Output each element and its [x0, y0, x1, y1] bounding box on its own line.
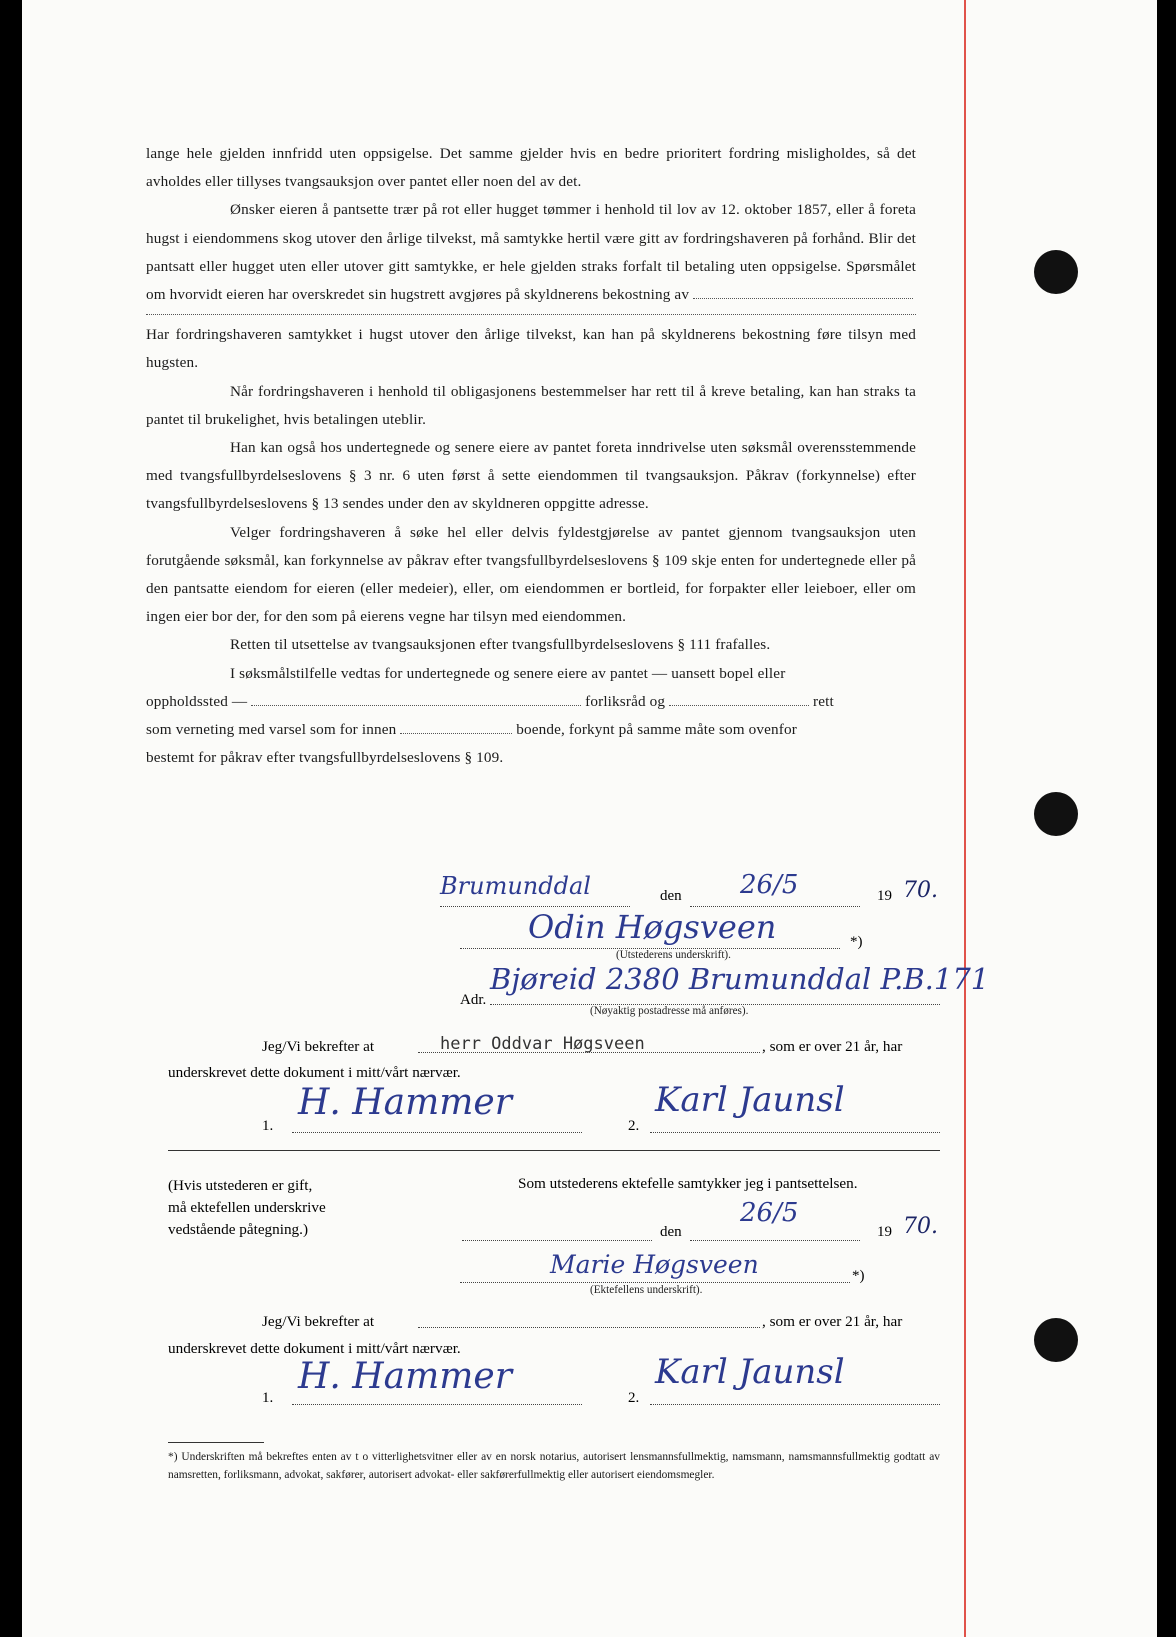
- witness-prefix: Jeg/Vi bekrefter at: [262, 1313, 375, 1330]
- footnote-marker: *): [852, 1268, 865, 1284]
- witness-number: 2.: [628, 1118, 640, 1134]
- paragraph: Retten til utsettelse av tvangsauksjonen efter tvangsfullbyrdelseslovens § 111 frafalles.: [230, 636, 771, 654]
- terms-text: [146, 140, 916, 772]
- paragraph: Når fordringshaveren i henhold til obligasjonens bestemmelser har rett til å kreve betaling, kan han straks ta pantet til brukelighet, hvis betalingen uteblir.: [146, 382, 916, 428]
- punch-hole: [1034, 1318, 1078, 1362]
- signature-caption: (Utstederens underskrift).: [616, 949, 731, 961]
- paragraph-text: Ønsker eieren å pantsette trær på rot eller hugget tømmer i henhold til lov av 12. oktober 1857, eller å foreta hugst i eiendommens skog utover den årlige tilvekst, må samtykke hertil være gitt av fordringshaveren på forhånd. Blir det pantsatt eller hugget uten eller utover gitt samtykke, er hele gjelden straks forfalt til betaling uten oppsigelse. Spørsmålet om hvorvidt eieren har overskredet sin hugstrett avgjøres på skyldnerens bekostning av: [146, 201, 916, 304]
- witness-prefix: Jeg/Vi bekrefter at: [262, 1038, 375, 1055]
- signature-line: [292, 1132, 582, 1133]
- paragraph: [146, 196, 916, 309]
- section-divider: [168, 1150, 940, 1151]
- year-handwritten: 70.: [903, 878, 938, 903]
- witness-signature: Karl Jaunsl: [655, 1352, 845, 1392]
- place-handwritten: Brumunddal: [440, 872, 591, 900]
- spouse-note-line: vedstående påtegning.): [168, 1221, 309, 1238]
- witness-line: underskrevet dette dokument i mitt/vårt nærvær.: [168, 1064, 461, 1081]
- date-label: den: [660, 1224, 682, 1240]
- fill-line: [693, 297, 913, 299]
- address-handwritten: Bjøreid 2380 Brumunddal P.B.171: [490, 962, 990, 996]
- witnessed-name: herr Oddvar Høgsveen: [440, 1034, 645, 1054]
- year-prefix: 19: [877, 888, 892, 904]
- punch-hole: [1034, 250, 1078, 294]
- date-handwritten: 26/5: [740, 870, 799, 900]
- signature-caption: (Ektefellens underskrift).: [590, 1284, 703, 1296]
- fill-line: [251, 704, 581, 706]
- margin-rule: [964, 0, 966, 1637]
- witness-number: 1.: [262, 1390, 274, 1406]
- witness-suffix: , som er over 21 år, har: [762, 1038, 903, 1055]
- spouse-note-line: (Hvis utstederen er gift,: [168, 1177, 313, 1194]
- paragraph: Har fordringshaveren samtykket i hugst utover den årlige tilvekst, kan han på skyldnerens bekostning føre tilsyn med hugsten.: [146, 326, 916, 372]
- venue-prefix: som verneting med varsel som for innen: [146, 721, 397, 739]
- footnote-divider: [168, 1442, 264, 1443]
- witness-signature: H. Hammer: [298, 1082, 512, 1123]
- year-handwritten: 70.: [903, 1214, 938, 1239]
- paragraph: Velger fordringshaveren å søke hel eller delvis fyldestgjørelse av pantet gjennom tvangsauksjon uten forutgående søksmål, kan forkynnelse av påkrav efter tvangsfullbyrdelseslovens § 109 skje enten for undertegnede eller på den pantsatte eiendom for eieren (eller medeier), eller, om eiendommen er bortleid, for forpakter eller leieboer, eller om ingen eier bor der, for den som på eierens vegne har tilsyn med eiendommen.: [146, 523, 916, 626]
- paragraph: I søksmålstilfelle vedtas for undertegnede og senere eiere av pantet — uansett bopel eller: [230, 664, 786, 682]
- date-label: den: [660, 888, 682, 904]
- witness-number: 1.: [262, 1118, 274, 1134]
- fill-line: [690, 906, 860, 907]
- venue-line: [146, 688, 916, 716]
- signature-line: [460, 1282, 850, 1283]
- date-handwritten: 26/5: [740, 1198, 799, 1228]
- signature-line: [292, 1404, 582, 1405]
- spouse-note-line: må ektefellen underskrive: [168, 1199, 326, 1216]
- signature-line: [650, 1132, 940, 1133]
- spouse-consent: Som utstederens ektefelle samtykker jeg i pantsettelsen.: [518, 1175, 858, 1192]
- fill-line: [418, 1327, 760, 1328]
- fill-line: [669, 704, 809, 706]
- paragraph: lange hele gjelden innfridd uten oppsigelse. Det samme gjelder hvis en bedre prioritert fordring misligholdes, så det avholdes eller tillyses tvangsauksjon over pantet eller noen del av det.: [146, 145, 916, 191]
- fill-line: [690, 1240, 860, 1241]
- signature-line: [650, 1404, 940, 1405]
- fill-line: [400, 732, 512, 734]
- address-caption: (Nøyaktig postadresse må anføres).: [590, 1005, 749, 1017]
- venue-prefix: oppholdssted —: [146, 692, 248, 710]
- footnote: *) Underskriften må bekreftes enten av t o vitterlighetsvitner eller av en norsk notarius, autorisert lensmannsfullmektig, namsmann, namsmannsfullmektig godtatt av namsretten, forliksmann, advokat, sakfører, autorisert advokat- eller sakførerfullmektig eller autorisert eiendomsmegler.: [168, 1451, 940, 1481]
- paragraph: Han kan også hos undertegnede og senere eiere av pantet foreta inndrivelse uten søksmål overensstemmende med tvangsfullbyrdelseslovens § 3 nr. 6 uten først å sette eiendommen til tvangsauksjon. Påkrav (forkynnelse) efter tvangsfullbyrdelseslovens § 13 sendes under den av skyldneren oppgitte adresse.: [146, 439, 916, 513]
- venue-suffix: boende, forkynt på samme måte som ovenfor: [516, 721, 797, 739]
- footnote-marker: *): [850, 934, 863, 950]
- witness-signature: Karl Jaunsl: [655, 1080, 845, 1120]
- venue-line: [146, 716, 916, 744]
- spouse-note: [168, 1175, 326, 1241]
- witness-line: underskrevet dette dokument i mitt/vårt nærvær.: [168, 1340, 461, 1357]
- witness-suffix: , som er over 21 år, har: [762, 1313, 903, 1330]
- punch-hole: [1034, 792, 1078, 836]
- fill-line: [462, 1240, 652, 1241]
- fill-line: [440, 906, 630, 907]
- year-prefix: 19: [877, 1224, 892, 1240]
- spouse-signature: Marie Høgsveen: [550, 1250, 759, 1279]
- venue-suffix: rett: [813, 692, 834, 710]
- witness-number: 2.: [628, 1390, 640, 1406]
- issuer-signature: Odin Høgsveen: [528, 908, 777, 946]
- venue-line: bestemt for påkrav efter tvangsfullbyrdelseslovens § 109.: [146, 749, 504, 767]
- fill-line: [146, 313, 916, 315]
- venue-mid: forliksråd og: [585, 692, 666, 710]
- witness-signature: H. Hammer: [298, 1356, 512, 1397]
- address-label: Adr.: [460, 992, 487, 1008]
